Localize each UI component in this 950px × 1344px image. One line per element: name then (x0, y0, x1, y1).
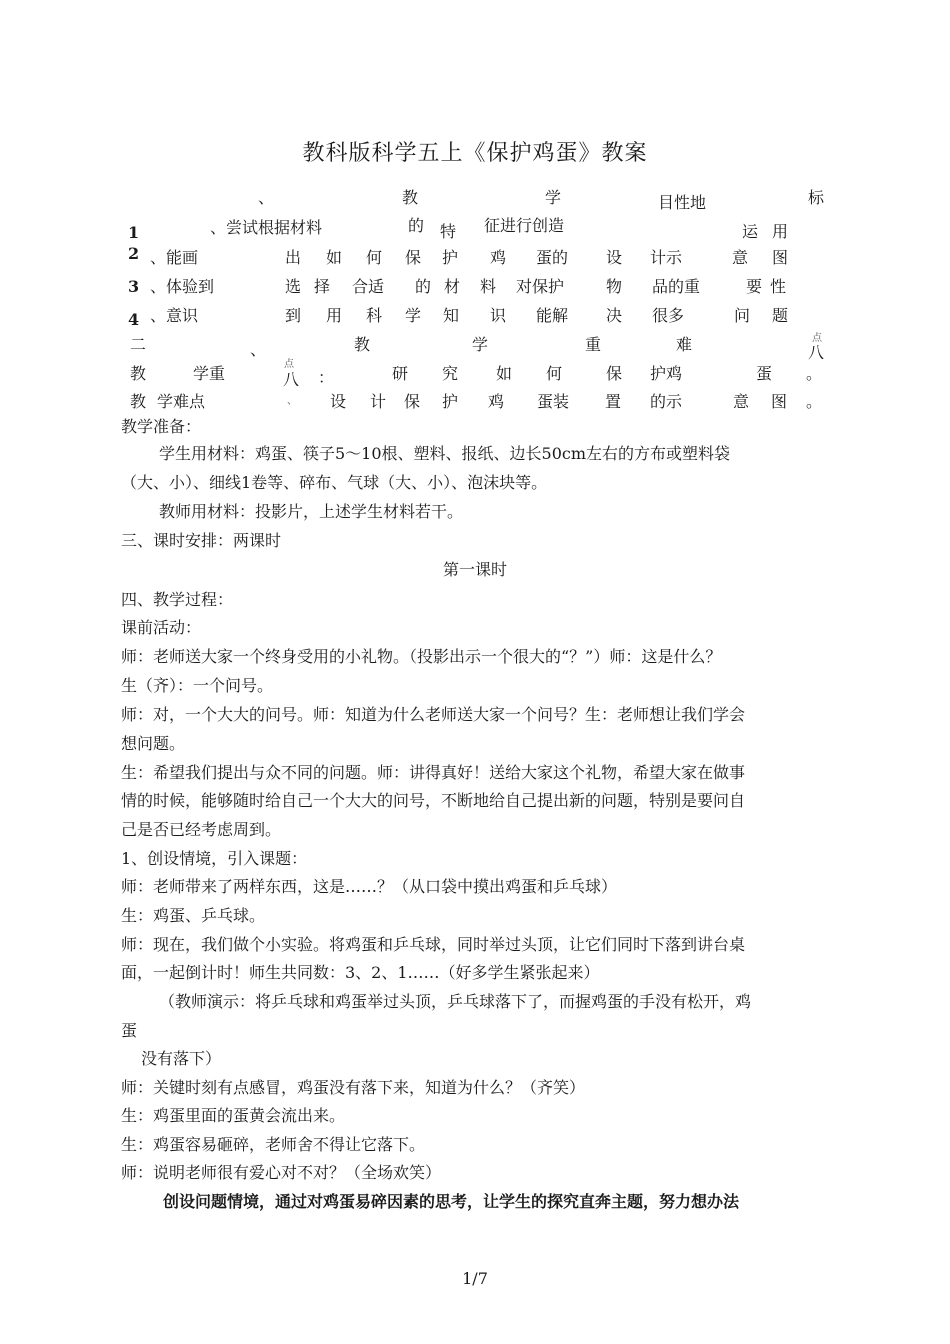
goal-text: 很多 (652, 306, 685, 325)
goal-text: 要 (746, 277, 763, 296)
goal-text: 料 (480, 277, 497, 296)
goal-text: 蛋的 (536, 248, 569, 267)
difficulty-text: 学难点 (157, 392, 206, 411)
prep-title: 教学准备： (121, 417, 202, 436)
goal-text: 如 (326, 248, 343, 267)
key-point-text: 八 (283, 370, 300, 389)
section-punct: 、 (250, 340, 267, 359)
goal-number: 3 (128, 277, 140, 296)
section-header-part: 难 (676, 335, 693, 354)
goal-text: 、意识 (150, 306, 199, 325)
key-point-text: 何 (546, 364, 563, 383)
dialogue-line: 生：鸡蛋容易砸碎，老师舍不得让它落下。 (121, 1135, 426, 1154)
student-materials-cont: （大、小）、细线1卷等、碎布、气球（大、小）、泡沫块等。 (121, 473, 548, 492)
key-point-text: 如 (496, 364, 513, 383)
key-point-text: 教 (130, 364, 147, 383)
dialogue-line: 师：关键时刻有点感冒，鸡蛋没有落下来，知道为什么？（齐笑） (121, 1078, 586, 1097)
dialogue-line: 生（齐）：一个问号。 (121, 676, 274, 695)
difficulty-text: 保 (404, 392, 421, 411)
pre-activity: 课前活动： (121, 618, 202, 637)
key-point-text: 护鸡 (650, 364, 683, 383)
difficulty-text: 意 (733, 392, 750, 411)
page-number: 1/7 (462, 1269, 488, 1288)
difficulty-text: 的示 (650, 392, 683, 411)
goal-text: 、尝试根据材料 (210, 218, 323, 237)
goal-text: 图 (772, 248, 789, 267)
goal-text: 设 (606, 248, 623, 267)
goal-text: 意 (732, 248, 749, 267)
goal-text: 择 (314, 277, 331, 296)
difficulty-text: 。 (806, 392, 823, 411)
goal-text: 鸡 (490, 248, 507, 267)
dialogue-line: 师：老师带来了两样东西，这是……？（从口袋中摸出鸡蛋和乒乓球） (121, 877, 618, 896)
goal-text: 题 (772, 306, 789, 325)
difficulty-text: 图 (771, 392, 788, 411)
difficulty-text: 设 (330, 392, 347, 411)
goals-header-part: 目性地 (658, 193, 707, 212)
dialogue-line: 生：鸡蛋、乒乓球。 (121, 906, 266, 925)
section-header-part: 重 (585, 335, 602, 354)
goal-text: 用 (772, 222, 789, 241)
goal-text: 识 (490, 306, 507, 325)
dialogue-line: 想问题。 (121, 734, 186, 753)
goal-text: 、能画 (150, 248, 199, 267)
section-header-part: 学 (472, 335, 489, 354)
dialogue-line: 师：对，一个大大的问号。师：知道为什么老师送大家一个问号？生：老师想让我们学会 (121, 705, 746, 724)
goal-text: 知 (443, 306, 460, 325)
key-point-text: 究 (442, 364, 459, 383)
goals-header-part: 、 (258, 188, 275, 207)
key-point-text: 学重 (193, 364, 226, 383)
goal-text: 征进行创造 (484, 216, 565, 235)
lesson-heading: 第一课时 (442, 560, 507, 579)
goal-text: 的 (415, 277, 432, 296)
goal-text: 问 (734, 306, 751, 325)
goal-text: 品的重 (652, 277, 701, 296)
goal-text: 材 (444, 277, 461, 296)
section-header-part: 八 (808, 343, 825, 362)
dialogue-line: 生：鸡蛋里面的蛋黄会流出来。 (121, 1106, 346, 1125)
small-mark: 、 (287, 396, 297, 407)
difficulty-text: 置 (605, 392, 622, 411)
goal-text: 学 (405, 306, 422, 325)
goal-text: 选 (285, 277, 302, 296)
difficulty-text: 鸡 (488, 392, 505, 411)
dialogue-line: 师：现在，我们做个小实验。将鸡蛋和乒乓球，同时举过头顶，让它们同时下落到讲台桌 (121, 935, 746, 954)
goal-number: 4 (128, 310, 140, 329)
subsection-heading: 1、创设情境，引入课题： (121, 849, 308, 868)
goals-header-part: 标 (808, 188, 825, 207)
document-title: 教科版科学五上《保护鸡蛋》教案 (302, 141, 648, 166)
goal-text: 计示 (650, 248, 683, 267)
section-header-part: 教 (354, 335, 371, 354)
goal-text: 的 (408, 216, 425, 235)
difficulty-text: 蛋装 (537, 392, 570, 411)
goal-number: 2 (128, 244, 140, 263)
process-title: 四、教学过程： (121, 590, 234, 609)
key-point-text: 保 (606, 364, 623, 383)
goal-text: 用 (326, 306, 343, 325)
goal-text: 运 (742, 222, 759, 241)
goal-number: 1 (128, 223, 140, 242)
small-mark: 点 (284, 359, 294, 370)
goal-text: 决 (606, 306, 623, 325)
key-point-text: ： (318, 368, 335, 387)
schedule: 三、课时安排：两课时 (121, 531, 282, 550)
dialogue-line: 己是否已经考虑周到。 (121, 820, 282, 839)
goal-text: 能解 (536, 306, 569, 325)
key-point-text: 。 (806, 364, 823, 383)
goal-text: 出 (285, 248, 302, 267)
difficulty-text: 计 (370, 392, 387, 411)
goal-text: 性 (770, 277, 787, 296)
dialogue-line: 生：希望我们提出与众不同的问题。师：讲得真好！送给大家这个礼物，希望大家在做事 (121, 763, 746, 782)
goal-text: 保 (405, 248, 422, 267)
dialogue-line: （教师演示：将乒乓球和鸡蛋举过头顶，乒乓球落下了，而握鸡蛋的手没有松开，鸡 (159, 992, 752, 1011)
difficulty-text: 教 (130, 392, 147, 411)
goal-text: 、体验到 (150, 277, 215, 296)
section-number: 二 (130, 335, 147, 354)
dialogue-line: 情的时候，能够随时给自己一个大大的问号，不断地给自己提出新的问题，特别是要问自 (121, 791, 746, 810)
key-point-text: 研 (392, 364, 409, 383)
dialogue-line: 师：老师送大家一个终身受用的小礼物。（投影出示一个很大的“？”）师：这是什么？ (121, 647, 722, 666)
goal-text: 到 (285, 306, 302, 325)
goals-header-part: 教 (402, 188, 419, 207)
key-point-text: 蛋 (756, 364, 773, 383)
dialogue-line: 面，一起倒计时！师生共同数：3、2、1……（好多学生紧张起来） (121, 963, 600, 982)
small-mark: 点 (812, 333, 822, 344)
design-intent-note: 创设问题情境，通过对鸡蛋易碎因素的思考，让学生的探究直奔主题，努力想办法 (163, 1192, 740, 1211)
dialogue-line: 师：说明老师很有爱心对不对？（全场欢笑） (121, 1163, 442, 1182)
goal-text: 物 (606, 277, 623, 296)
goal-text: 合适 (352, 277, 385, 296)
goal-text: 科 (366, 306, 383, 325)
goals-header-part: 学 (545, 188, 562, 207)
goal-text: 护 (442, 248, 459, 267)
teacher-materials: 教师用材料：投影片，上述学生材料若干。 (159, 502, 464, 521)
difficulty-text: 护 (442, 392, 459, 411)
student-materials: 学生用材料：鸡蛋、筷子5〜10根、塑料、报纸、边长50cm左右的方布或塑料袋 (159, 444, 731, 463)
dialogue-line: 没有落下） (141, 1049, 222, 1068)
goal-text: 特 (440, 222, 457, 241)
goal-text: 何 (366, 248, 383, 267)
goal-text: 对保护 (516, 277, 565, 296)
dialogue-line: 蛋 (121, 1021, 138, 1040)
